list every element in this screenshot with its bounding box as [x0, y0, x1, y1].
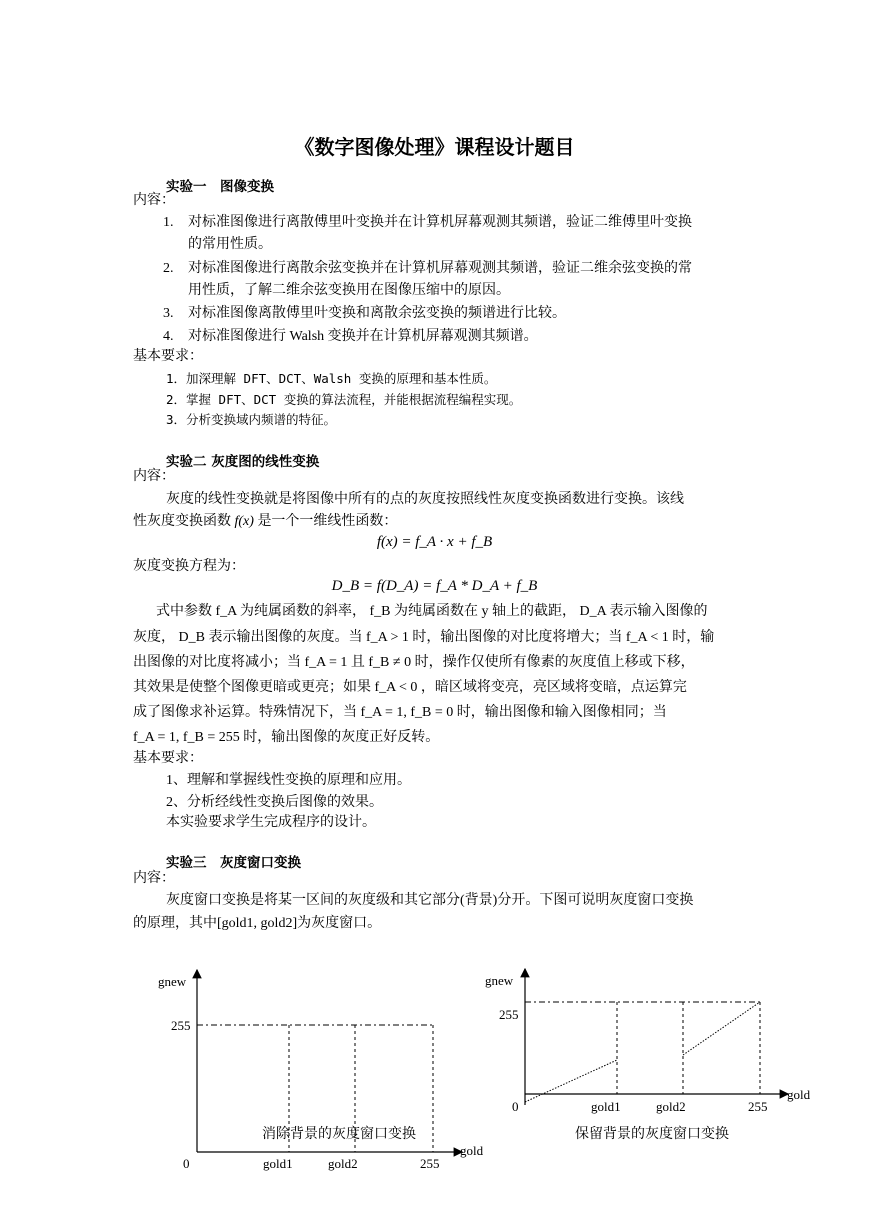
exp1-req: 3．分析变换域内频谱的特征。: [166, 412, 337, 427]
exp2-paragraph: 灰度的线性变换就是将图像中所有的点的灰度按照线性灰度变换函数进行变换。该线: [166, 492, 684, 507]
x-tick-label: 0: [512, 1099, 519, 1114]
y-axis-label: gnew: [485, 973, 514, 988]
equation-2: D_B = f(D_A) = f_A * D_A + f_B: [331, 578, 538, 594]
exp2-paragraph: 成了图像求补运算。特殊情况下，当 f_A = 1, f_B = 0 时，输出图像和输入图像相同；当: [133, 705, 667, 720]
x-axis-label: gold: [460, 1143, 484, 1158]
exp2-req: 本实验要求学生完成程序的设计。: [166, 815, 376, 830]
x-axis-label: gold: [787, 1087, 811, 1102]
exp1-req-label: 基本要求：: [133, 349, 203, 364]
exp2-heading: 实验二 灰度图的线性变换: [166, 454, 320, 470]
x-tick-label: gold2: [328, 1156, 358, 1171]
exp2-paragraph: 式中参数 f_A 为纯属函数的斜率， f_B 为纯属函数在 y 轴上的截距， D_A 表示输入图像的: [156, 604, 708, 619]
x-tick-label: gold2: [656, 1099, 686, 1114]
exp2-paragraph: f_A = 1, f_B = 255 时，输出图像的灰度正好反转。: [133, 730, 440, 745]
exp1-item-text: 对标准图像进行离散余弦变换并在计算机屏幕观测其频谱，验证二维余弦变换的常: [188, 261, 692, 276]
exp1-item-text: 对标准图像进行离散傅里叶变换并在计算机屏幕观测其频谱，验证二维傅里叶变换: [188, 215, 692, 230]
exp1-item-text: 对标准图像进行 Walsh 变换并在计算机屏幕观测其频谱。: [188, 329, 538, 344]
x-tick-label: 255: [748, 1099, 768, 1114]
background-line-high: [683, 1002, 760, 1055]
formula: f(x): [234, 514, 254, 529]
exp3-paragraph: 的原理，其中[gold1, gold2]为灰度窗口。: [133, 916, 382, 931]
exp2-req: 2、分析经线性变换后图像的效果。: [166, 795, 383, 810]
exp3-heading: 实验三 灰度窗口变换: [166, 855, 301, 871]
equation-1: f(x) = f_A · x + f_B: [376, 534, 493, 550]
exp2-eq-label: 灰度变换方程为：: [133, 559, 245, 574]
y-axis-label: gnew: [158, 974, 187, 989]
exp1-item-text: 用性质，了解二维余弦变换用在图像压缩中的原因。: [188, 283, 510, 298]
exp2-paragraph: 其效果是使整个图像更暗或更亮；如果 f_A < 0 ，暗区域将变亮，亮区域将变暗，点运算完: [133, 680, 687, 695]
page-title: 《数字图像处理》课程设计题目: [294, 135, 575, 159]
figure-right: [485, 969, 811, 1142]
exp1-heading: 实验一 图像变换: [166, 179, 274, 195]
y-tick-label: 255: [171, 1018, 191, 1033]
exp1-item-num: 3.: [163, 306, 174, 321]
exp2-content-label: 内容：: [133, 469, 175, 484]
background-line-low: [525, 1060, 617, 1102]
exp1-req: 1．加深理解 DFT、DCT、Walsh 变换的原理和基本性质。: [166, 371, 497, 386]
y-tick-label: 255: [499, 1007, 519, 1022]
figure-left: [158, 970, 484, 1171]
exp3-paragraph: 灰度窗口变换是将某一区间的灰度级和其它部分(背景)分开。下图可说明灰度窗口变换: [166, 893, 694, 908]
exp1-req: 2．掌握 DFT、DCT 变换的算法流程，并能根据流程编程实现。: [166, 392, 522, 407]
exp2-req-label: 基本要求：: [133, 751, 203, 766]
x-tick-label: gold1: [591, 1099, 621, 1114]
exp1-item-text: 的常用性质。: [188, 237, 272, 252]
exp1-item-num: 2.: [163, 261, 174, 276]
figure-caption: 消除背景的灰度窗口变换: [262, 1127, 416, 1142]
exp1-item-text: 对标准图像离散傅里叶变换和离散余弦变换的频谱进行比较。: [188, 306, 566, 321]
exp1-content-label: 内容：: [133, 193, 175, 208]
exp2-req: 1、理解和掌握线性变换的原理和应用。: [166, 773, 411, 788]
exp2-paragraph: 出图像的对比度将减小；当 f_A = 1 且 f_B ≠ 0 时，操作仅使所有像素的灰度值上移或下移，: [133, 655, 695, 670]
exp2-paragraph: 性灰度变换函数 f(x) 是一个一维线性函数：: [133, 514, 398, 529]
exp1-item-num: 4.: [163, 329, 174, 344]
window-transform-figures: [0, 955, 869, 1185]
exp3-content-label: 内容：: [133, 871, 175, 886]
exp1-item-num: 1.: [163, 215, 174, 230]
x-tick-label: 0: [183, 1156, 190, 1171]
x-tick-label: gold1: [263, 1156, 293, 1171]
figure-caption: 保留背景的灰度窗口变换: [575, 1127, 729, 1142]
exp2-paragraph: 灰度， D_B 表示输出图像的灰度。当 f_A > 1 时，输出图像的对比度将增大；当 f_A < 1 时，输: [133, 630, 715, 645]
x-tick-label: 255: [420, 1156, 440, 1171]
